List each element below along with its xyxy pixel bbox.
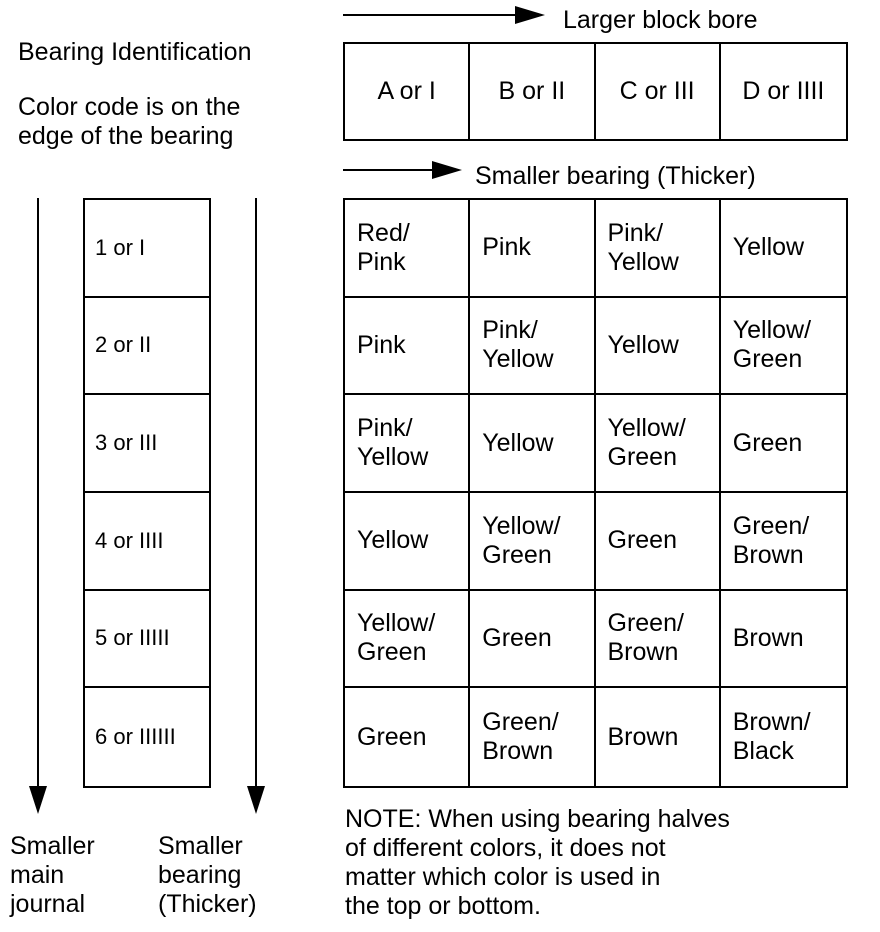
color-cell: Yellow/ Green [470,493,595,591]
color-cell: Brown/ Black [732,708,811,766]
color-cell: Pink/ Yellow [345,395,470,493]
top-arrow [343,6,545,24]
column-header: D or IIII [742,77,825,105]
color-cell: Pink/ Yellow [596,200,721,298]
journal-code-column [83,198,211,788]
row-code: 4 or IIII [85,493,209,591]
row-code: 1 or I [85,200,209,298]
bearing-color-grid [343,198,848,788]
mid-arrow-label: Smaller bearing (Thicker) [475,162,756,190]
color-cell: Green [721,395,846,493]
left-arrow-label: Smaller main journal [10,832,95,918]
subtitle: Color code is on the edge of the bearing [18,93,241,150]
row-code: 6 or IIIIII [95,724,176,750]
color-cell: Green [345,688,470,786]
color-cell: Pink [345,298,470,396]
color-cell: Green/ Brown [721,493,846,591]
row-code: 3 or III [85,395,209,493]
column-header: B or II [470,44,595,139]
row-code: 2 or II [85,298,209,396]
color-cell: Yellow/ Green [345,591,470,689]
color-cell: Green [470,591,595,689]
color-cell: Yellow/ Green [721,298,846,396]
note-text: NOTE: When using bearing halves of different colors, it does not matter which color is used in the top or bottom. [345,805,730,920]
block-bore-header-table [343,42,848,141]
left-down-arrow [29,198,47,814]
color-cell: Yellow/ Green [596,395,721,493]
color-cell: Pink/ Yellow [470,298,595,396]
top-arrow-label: Larger block bore [563,6,758,34]
color-cell: Yellow [470,395,595,493]
color-cell: Green [596,493,721,591]
column-header: C or III [596,44,721,139]
mid-arrow [343,161,462,179]
row-code: 5 or IIIII [85,591,209,689]
right-down-arrow [247,198,265,814]
color-cell: Brown [596,688,721,786]
color-cell: Pink [470,200,595,298]
color-cell: Yellow [596,298,721,396]
color-cell: Red/ Pink [345,200,470,298]
color-cell: Green/ Brown [596,591,721,689]
right-arrow-label: Smaller bearing (Thicker) [158,832,257,918]
color-cell: Brown [721,591,846,689]
title: Bearing Identification [18,38,252,66]
color-cell: Green/ Brown [470,688,595,786]
color-cell: Yellow [345,493,470,591]
color-cell: Yellow [721,200,846,298]
column-header: A or I [345,44,470,139]
